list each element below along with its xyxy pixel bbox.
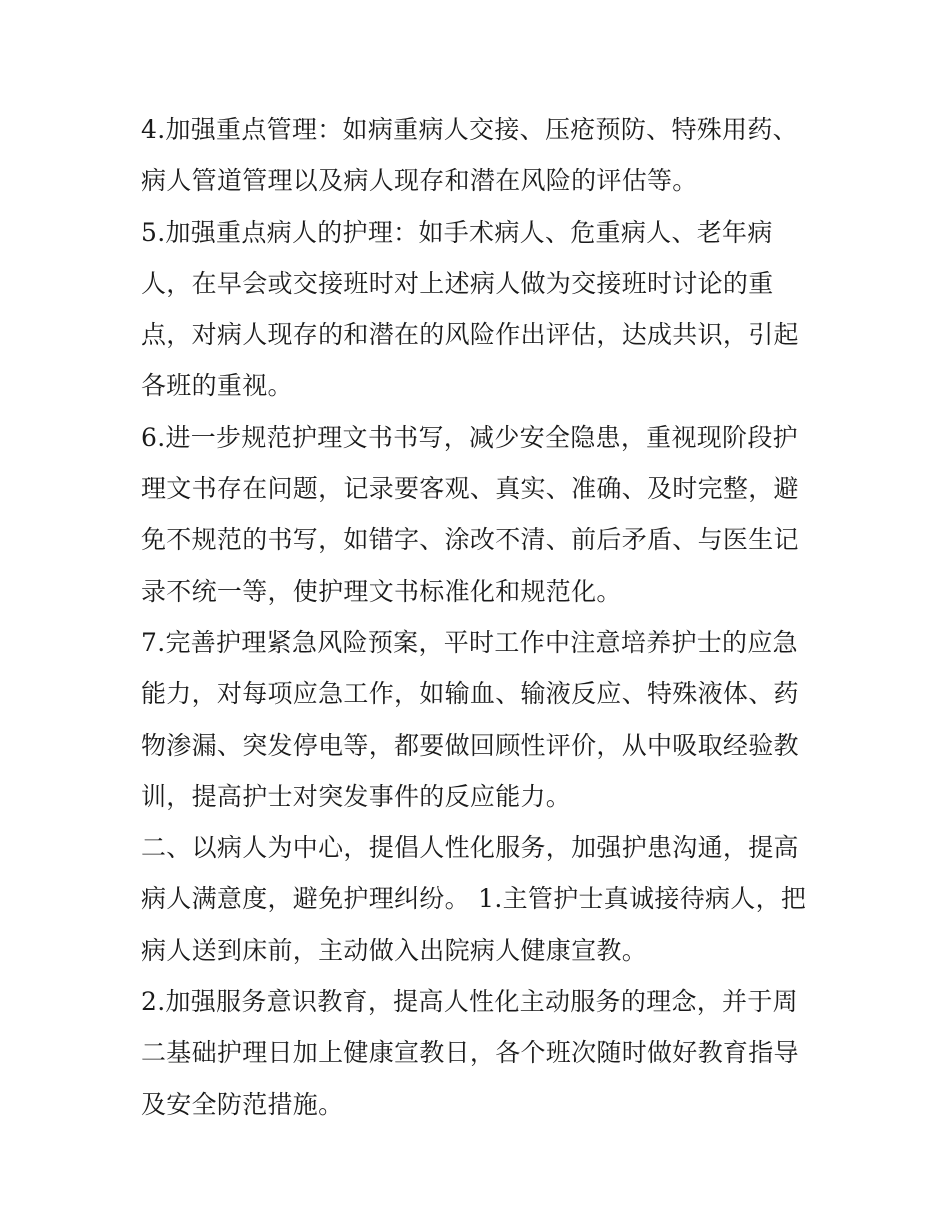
paragraph-item-4: 4.加强重点管理：如病重病人交接、压疮预防、特殊用药、病人管道管理以及病人现存和潜在风险的评估等。 bbox=[141, 115, 798, 196]
paragraph-item-7: 7.完善护理紧急风险预案，平时工作中注意培养护士的应急能力，对每项应急工作，如输血、输液反应、特殊液体、药物渗漏、突发停电等，都要做回顾性评价，从中吸取经验教训，提高护士对突发事件的反应能力。 bbox=[141, 627, 799, 811]
paragraph-item-5: 5.加强重点病人的护理：如手术病人、危重病人、老年病人，在早会或交接班时对上述病人做为交接班时讨论的重点，对病人现存的和潜在的风险作出评估，达成共识，引起各班的重视。 bbox=[141, 217, 799, 401]
document-body bbox=[141, 104, 821, 1130]
section-two-paragraph: 二、以病人为中心，提倡人性化服务，加强护患沟通，提高病人满意度，避免护理纠纷。 1.主管护士真诚接待病人，把病人送到床前，主动做入出院病人健康宣教。 bbox=[141, 833, 807, 965]
paragraph-item-6: 6.进一步规范护理文书书写，减少安全隐患，重视现阶段护理文书存在问题，记录要客观、真实、准确、及时完整，避免不规范的书写，如错字、涂改不清、前后矛盾、与医生记录不统一等，使护理文书标准化和规范化。 bbox=[141, 422, 799, 606]
paragraph-item-2: 2.加强服务意识教育，提高人性化主动服务的理念，并于周二基础护理日加上健康宣教日，各个班次随时做好教育指导及安全防范措施。 bbox=[141, 987, 799, 1119]
